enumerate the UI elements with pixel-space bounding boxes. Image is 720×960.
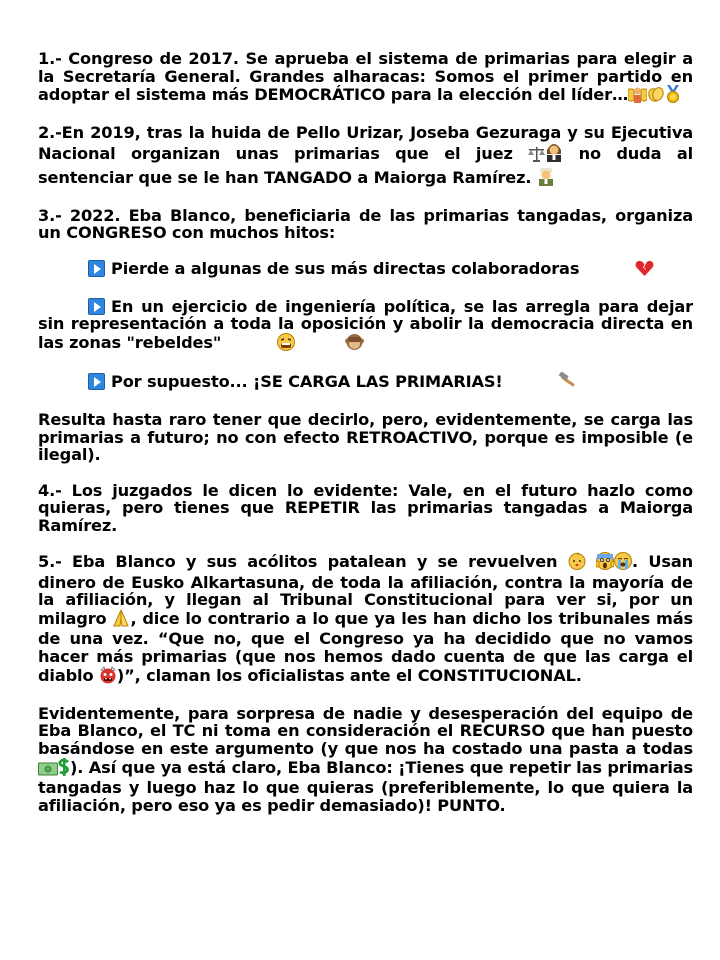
bullet-item-1 bbox=[38, 260, 693, 281]
paragraph-4: Resulta hasta raro tener que decirlo, pero, evidentemente, se carga las primarias a futuro; no con efecto RETROACTIVO, porque es imposible (e ilegal). bbox=[38, 410, 693, 465]
judge-icon bbox=[537, 166, 555, 190]
screaming-face-icon bbox=[596, 552, 614, 574]
weary-face-icon bbox=[227, 333, 295, 355]
broken-heart-icon bbox=[585, 260, 654, 281]
paragraph-1 bbox=[38, 50, 693, 107]
balance-scale-icon bbox=[528, 146, 545, 166]
bullet-item-3 bbox=[38, 372, 693, 394]
crying-face-icon bbox=[614, 552, 632, 574]
play-button-icon bbox=[88, 260, 105, 277]
play-button-icon bbox=[88, 298, 105, 315]
paragraph-5: 4.- Los juzgados le dicen lo evidente: Vale, en el futuro hazlo como quieras, pero tienes que REPETIR las primarias tangadas a Maiorga Ramírez. bbox=[38, 480, 693, 535]
paragraph-7-text-b: ). Así que ya está claro, Eba Blanco: ¡Tienes que repetir las primarias tangadas y luego haz lo que quieras (preferiblemente, lo que quiera la afiliación, pero eso ya es pedir demasiado)! PUNTO. bbox=[38, 757, 693, 815]
folded-hands-icon bbox=[112, 609, 130, 631]
paragraph-6-text-c: , dice lo contrario a lo que ya les han dicho los tribunales más de una vez. “Que no, que el Congreso ya ha decidido que no vamos hacer más primarias (que nos hemos dado cuenta de que las carga el diablo bbox=[38, 608, 693, 685]
paragraph-2-text-b: no duda al sentenciar que se le han TANGADO a Maiorga Ramírez. bbox=[38, 143, 693, 187]
heavy-dollar-sign-icon bbox=[58, 758, 70, 780]
judge-icon bbox=[545, 142, 563, 166]
paragraph-6-text-d: )”, claman los oficialistas ante el CONSTITUCIONAL. bbox=[116, 665, 582, 685]
paragraph-3: 3.- 2022. Eba Blanco, beneficiaria de las primarias tangadas, organiza un CONGRESO con muchos hitos: bbox=[38, 205, 693, 243]
paragraph-6-text-a: 5.- Eba Blanco y sus acólitos patalean y se revuelven bbox=[38, 552, 568, 572]
paragraph-7-text-a: Evidentemente, para sorpresa de nadie y desesperación del equipo de Eba Blanco, el TC ni toma en consideración el RECURSO que han puesto basándose en este argumento (y que nos ha costado una pasta a todas bbox=[38, 703, 693, 758]
clapping-hands-icon bbox=[647, 85, 665, 107]
sports-medal-icon bbox=[665, 85, 681, 107]
hammer-icon bbox=[508, 372, 578, 394]
paragraph-7 bbox=[38, 705, 693, 815]
bullet-item-1-text: Pierde a algunas de sus más directas colaboradoras bbox=[111, 258, 585, 278]
raising-hands-icon bbox=[628, 85, 647, 107]
bullet-item-3-text: Por supuesto... ¡SE CARGA LAS PRIMARIAS! bbox=[111, 372, 509, 392]
see-no-evil-monkey-icon bbox=[295, 333, 364, 355]
bullet-item-2-text: En un ejercicio de ingeniería política, se las arregla para dejar sin representación a toda la oposición y abolir la democracia directa en las zonas "rebeldes" bbox=[38, 296, 693, 352]
paragraph-1-text: 1.- Congreso de 2017. Se aprueba el sistema de primarias para elegir a la Secretaría General. Grandes alharacas: Somos el primer partido en adoptar el sistema más DEMOCRÁTICO para la elección del líder… bbox=[38, 49, 693, 105]
paragraph-2-text-a: 2.-En 2019, tras la huida de Pello Urizar, Joseba Gezuraga y su Ejecutiva Nacional organizan unas primarias que el juez bbox=[38, 123, 693, 163]
play-button-icon bbox=[88, 373, 105, 390]
bullet-item-2 bbox=[38, 298, 693, 355]
ogre-icon bbox=[99, 666, 117, 688]
dollar-banknote-icon bbox=[38, 762, 58, 780]
paragraph-6-text-b: . Usan dinero de Eusko Alkartasuna, de toda la afiliación, contra la mayoría de la afiliación, y llegan al Tribunal Constitucional para ver si, por un milagro bbox=[38, 552, 693, 628]
paragraph-2 bbox=[38, 124, 693, 189]
paragraph-6 bbox=[38, 552, 693, 687]
baby-face-icon bbox=[568, 552, 586, 574]
